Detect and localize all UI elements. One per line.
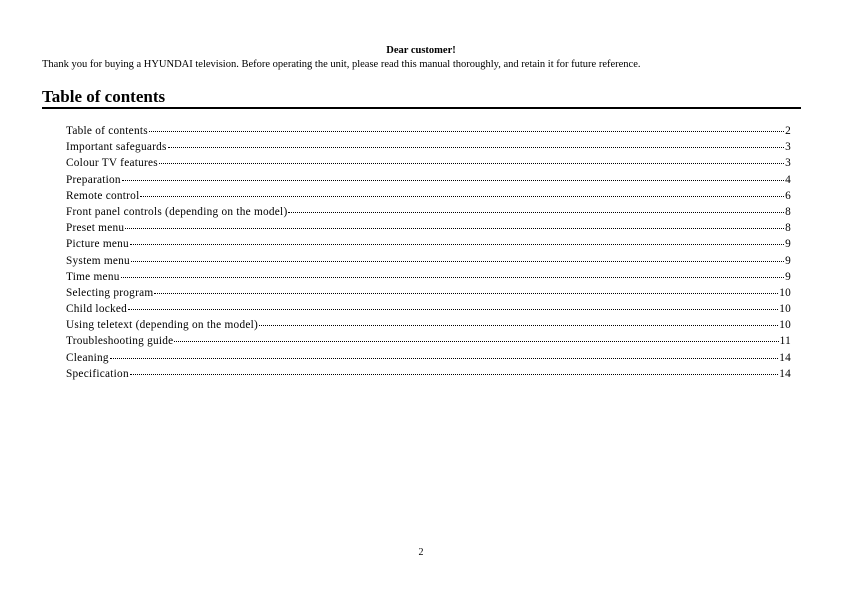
toc-entry-label: Preset menu <box>66 222 125 235</box>
toc-entry-page: 14 <box>779 367 791 380</box>
toc-entry[interactable] <box>66 157 791 173</box>
toc-entry[interactable] <box>66 141 791 157</box>
toc-entry-label: Selecting program <box>66 286 154 299</box>
toc-entry[interactable] <box>66 368 791 384</box>
toc-dot-leader <box>149 131 784 132</box>
toc-dot-leader <box>131 261 784 262</box>
toc-entry-label: Cleaning <box>66 351 109 364</box>
toc-entry[interactable] <box>66 255 791 271</box>
toc-entry[interactable] <box>66 352 791 368</box>
toc-entry-label: Using teletext (depending on the model) <box>66 319 259 332</box>
toc-entry-page: 10 <box>779 319 791 332</box>
toc-entry[interactable] <box>66 238 791 254</box>
toc-dot-leader <box>110 358 778 359</box>
toc-entry-label: Table of contents <box>66 125 148 137</box>
greeting-heading: Dear customer! <box>386 45 456 56</box>
title-underline <box>42 107 801 109</box>
toc-entry-page: 3 <box>785 157 791 170</box>
toc-entry-page: 11 <box>779 335 791 348</box>
toc-entry[interactable] <box>66 174 791 190</box>
page-number: 2 <box>418 547 424 558</box>
toc-entry-label: Preparation <box>66 173 121 186</box>
toc-dot-leader <box>174 341 778 342</box>
toc-dot-leader <box>159 163 784 164</box>
toc-entry-page: 10 <box>779 303 791 316</box>
toc-dot-leader <box>122 180 784 181</box>
toc-entry[interactable] <box>66 271 791 287</box>
toc-entry[interactable] <box>66 319 791 335</box>
toc-entry-page: 6 <box>785 189 791 202</box>
toc-entry-label: System menu <box>66 254 130 267</box>
toc-entry-label: Child locked <box>66 303 128 316</box>
toc-dot-leader <box>130 244 784 245</box>
toc-dot-leader <box>259 325 778 326</box>
thank-you-text: Thank you for buying a HYUNDAI television. Before operating the unit, please read this manual thoroughly, and retain it for future reference. <box>42 59 641 70</box>
toc-entry-label: Picture menu <box>66 238 129 251</box>
toc-dot-leader <box>140 196 784 197</box>
toc-entry-label: Time menu <box>66 270 120 283</box>
toc-entry[interactable] <box>66 335 791 351</box>
toc-title: Table of contents <box>42 87 166 106</box>
toc-entry[interactable] <box>66 287 791 303</box>
toc-dot-leader <box>130 374 778 375</box>
toc-list <box>66 125 791 384</box>
toc-entry-page: 8 <box>785 205 791 218</box>
toc-dot-leader <box>168 147 784 148</box>
toc-entry[interactable] <box>66 222 791 238</box>
toc-dot-leader <box>288 212 784 213</box>
toc-entry-label: Troubleshooting guide <box>66 335 174 348</box>
toc-dot-leader <box>154 293 778 294</box>
toc-entry-page: 10 <box>779 286 791 299</box>
toc-entry-page: 2 <box>785 125 791 137</box>
toc-dot-leader <box>125 228 784 229</box>
toc-entry-page: 3 <box>785 141 791 154</box>
toc-entry-page: 14 <box>779 351 791 364</box>
toc-entry-page: 4 <box>785 173 791 186</box>
toc-entry-label: Important safeguards <box>66 141 167 154</box>
toc-entry-page: 9 <box>785 238 791 251</box>
toc-entry-label: Specification <box>66 367 129 380</box>
toc-entry[interactable] <box>66 190 791 206</box>
toc-entry-label: Remote control <box>66 189 140 202</box>
toc-entry-label: Colour TV features <box>66 157 158 170</box>
toc-entry-label: Front panel controls (depending on the model) <box>66 205 288 218</box>
toc-entry[interactable] <box>66 303 791 319</box>
toc-entry-page: 9 <box>785 254 791 267</box>
toc-entry-page: 8 <box>785 222 791 235</box>
toc-dot-leader <box>128 309 778 310</box>
toc-entry[interactable] <box>66 206 791 222</box>
toc-dot-leader <box>121 277 784 278</box>
toc-entry-page: 9 <box>785 270 791 283</box>
toc-entry[interactable] <box>66 125 791 141</box>
